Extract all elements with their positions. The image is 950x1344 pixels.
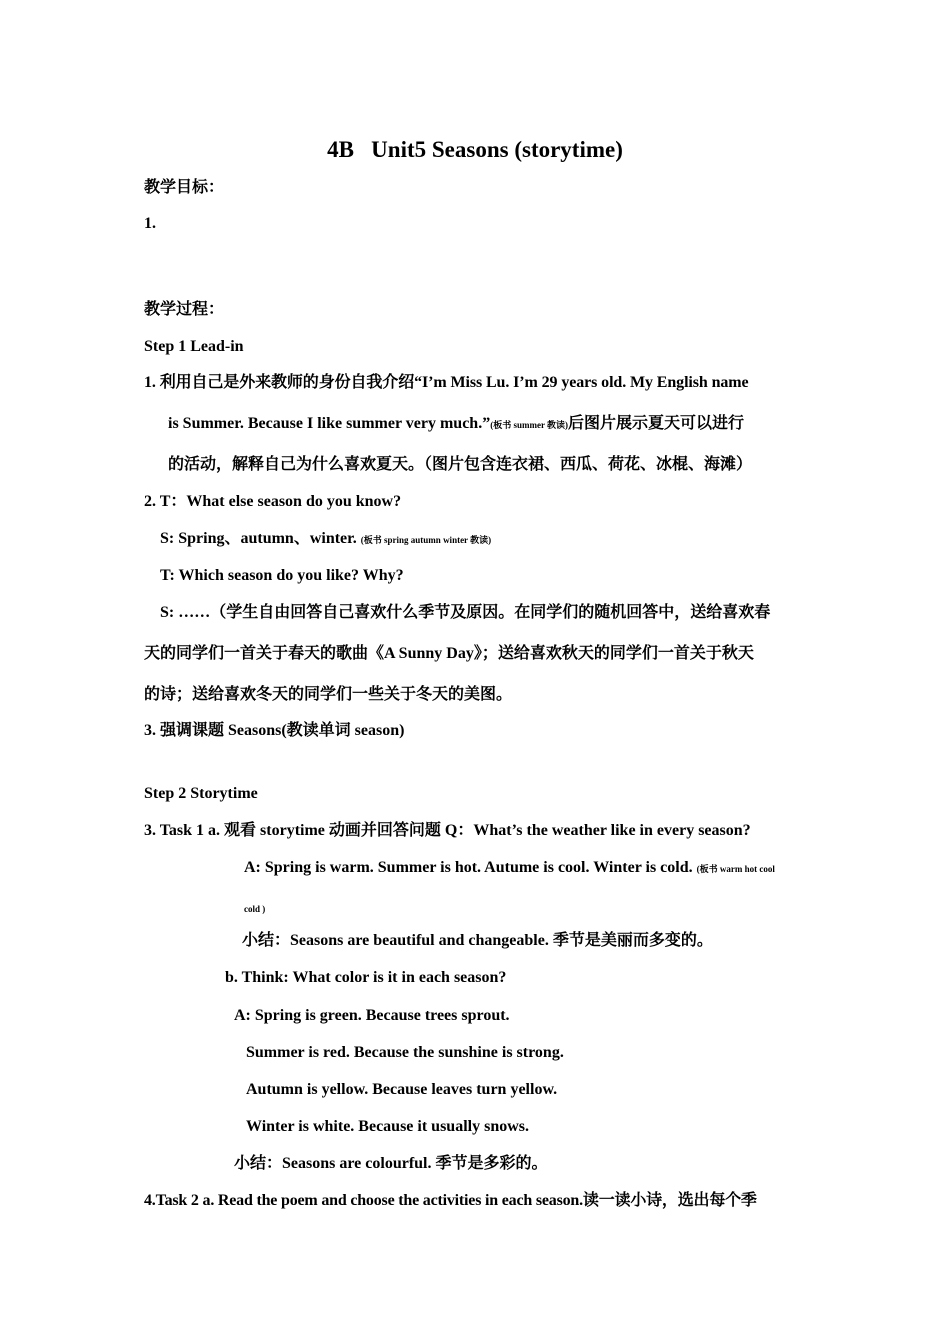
step1-item1-line2 (168, 414, 744, 435)
step1-item2-line5: 天的同学们一首关于春天的歌曲《A Sunny Day》；送给喜欢秋天的同学们一首关于秋天 (144, 645, 754, 662)
task1-line: 3. Task 1 a. 观看 storytime 动画并回答问题 Q：What’s the weather like in every season? (144, 822, 751, 839)
task1-summary: 小结：Seasons are beautiful and changeable. 季节是美丽而多变的。 (242, 932, 713, 949)
task1b-question: b. Think: What color is it in each season? (225, 969, 507, 986)
task1b-answer-1: A: Spring is green. Because trees sprout. (234, 1007, 510, 1024)
step1-item2-line6: 的诗；送给喜欢冬天的同学们一些关于冬天的美图。 (144, 686, 513, 703)
step1-item1-line1: 1. 利用自己是外来教师的身份自我介绍“I’m Miss Lu. I’m 29 years old. My English name (144, 374, 749, 391)
task1b-summary: 小结：Seasons are colourful. 季节是多彩的。 (234, 1155, 548, 1172)
step1-item1-line2-main: is Summer. Because I like summer very much.” (168, 415, 491, 432)
step1-item3: 3. 强调课题 Seasons(教读单词 season) (144, 722, 405, 739)
step2-heading: Step 2 Storytime (144, 785, 258, 802)
task1b-answer-3: Autumn is yellow. Because leaves turn yellow. (246, 1081, 558, 1098)
step1-item2-line2-main: S: Spring、autumn、winter. (160, 530, 357, 547)
step1-item2-line4: S: ……（学生自由回答自己喜欢什么季节及原因。在同学们的随机回答中，送给喜欢春 (160, 604, 771, 621)
step1-heading: Step 1 Lead-in (144, 338, 244, 355)
step1-item1-line3: 的活动，解释自己为什么喜欢夏天。（图片包含连衣裙、西瓜、荷花、冰棍、海滩） (168, 456, 753, 473)
step1-item2-line1: 2. T：What else season do you know? (144, 493, 402, 510)
task1-answer-main: A: Spring is warm. Summer is hot. Autume is cool. Winter is cold. (244, 859, 693, 876)
board-note: (板书 summer 教读) (490, 420, 569, 430)
task1-answer-note-cont (244, 898, 265, 919)
task2-line: 4.Task 2 a. Read the poem and choose the activities in each season.读一读小诗，选出每个季 (144, 1192, 757, 1209)
board-note: (板书 warm hot cool (696, 864, 775, 874)
objective-item-1: 1. (144, 215, 156, 232)
step1-item2-line3: T: Which season do you like? Why? (160, 567, 404, 584)
document-title: 4B Unit5 Seasons (storytime) (327, 137, 623, 162)
board-note: cold ) (244, 904, 266, 914)
step1-item1-line2-rest: 后图片展示夏天可以进行 (568, 415, 745, 432)
objectives-heading: 教学目标： (144, 179, 225, 196)
task1b-answer-4: Winter is white. Because it usually snows. (246, 1118, 529, 1135)
board-note: (板书 spring autumn winter 教读) (360, 535, 492, 545)
task1-answer (244, 858, 775, 879)
task1b-answer-2: Summer is red. Because the sunshine is strong. (246, 1044, 564, 1061)
process-heading: 教学过程： (144, 301, 225, 318)
step1-item2-line2 (160, 529, 491, 550)
